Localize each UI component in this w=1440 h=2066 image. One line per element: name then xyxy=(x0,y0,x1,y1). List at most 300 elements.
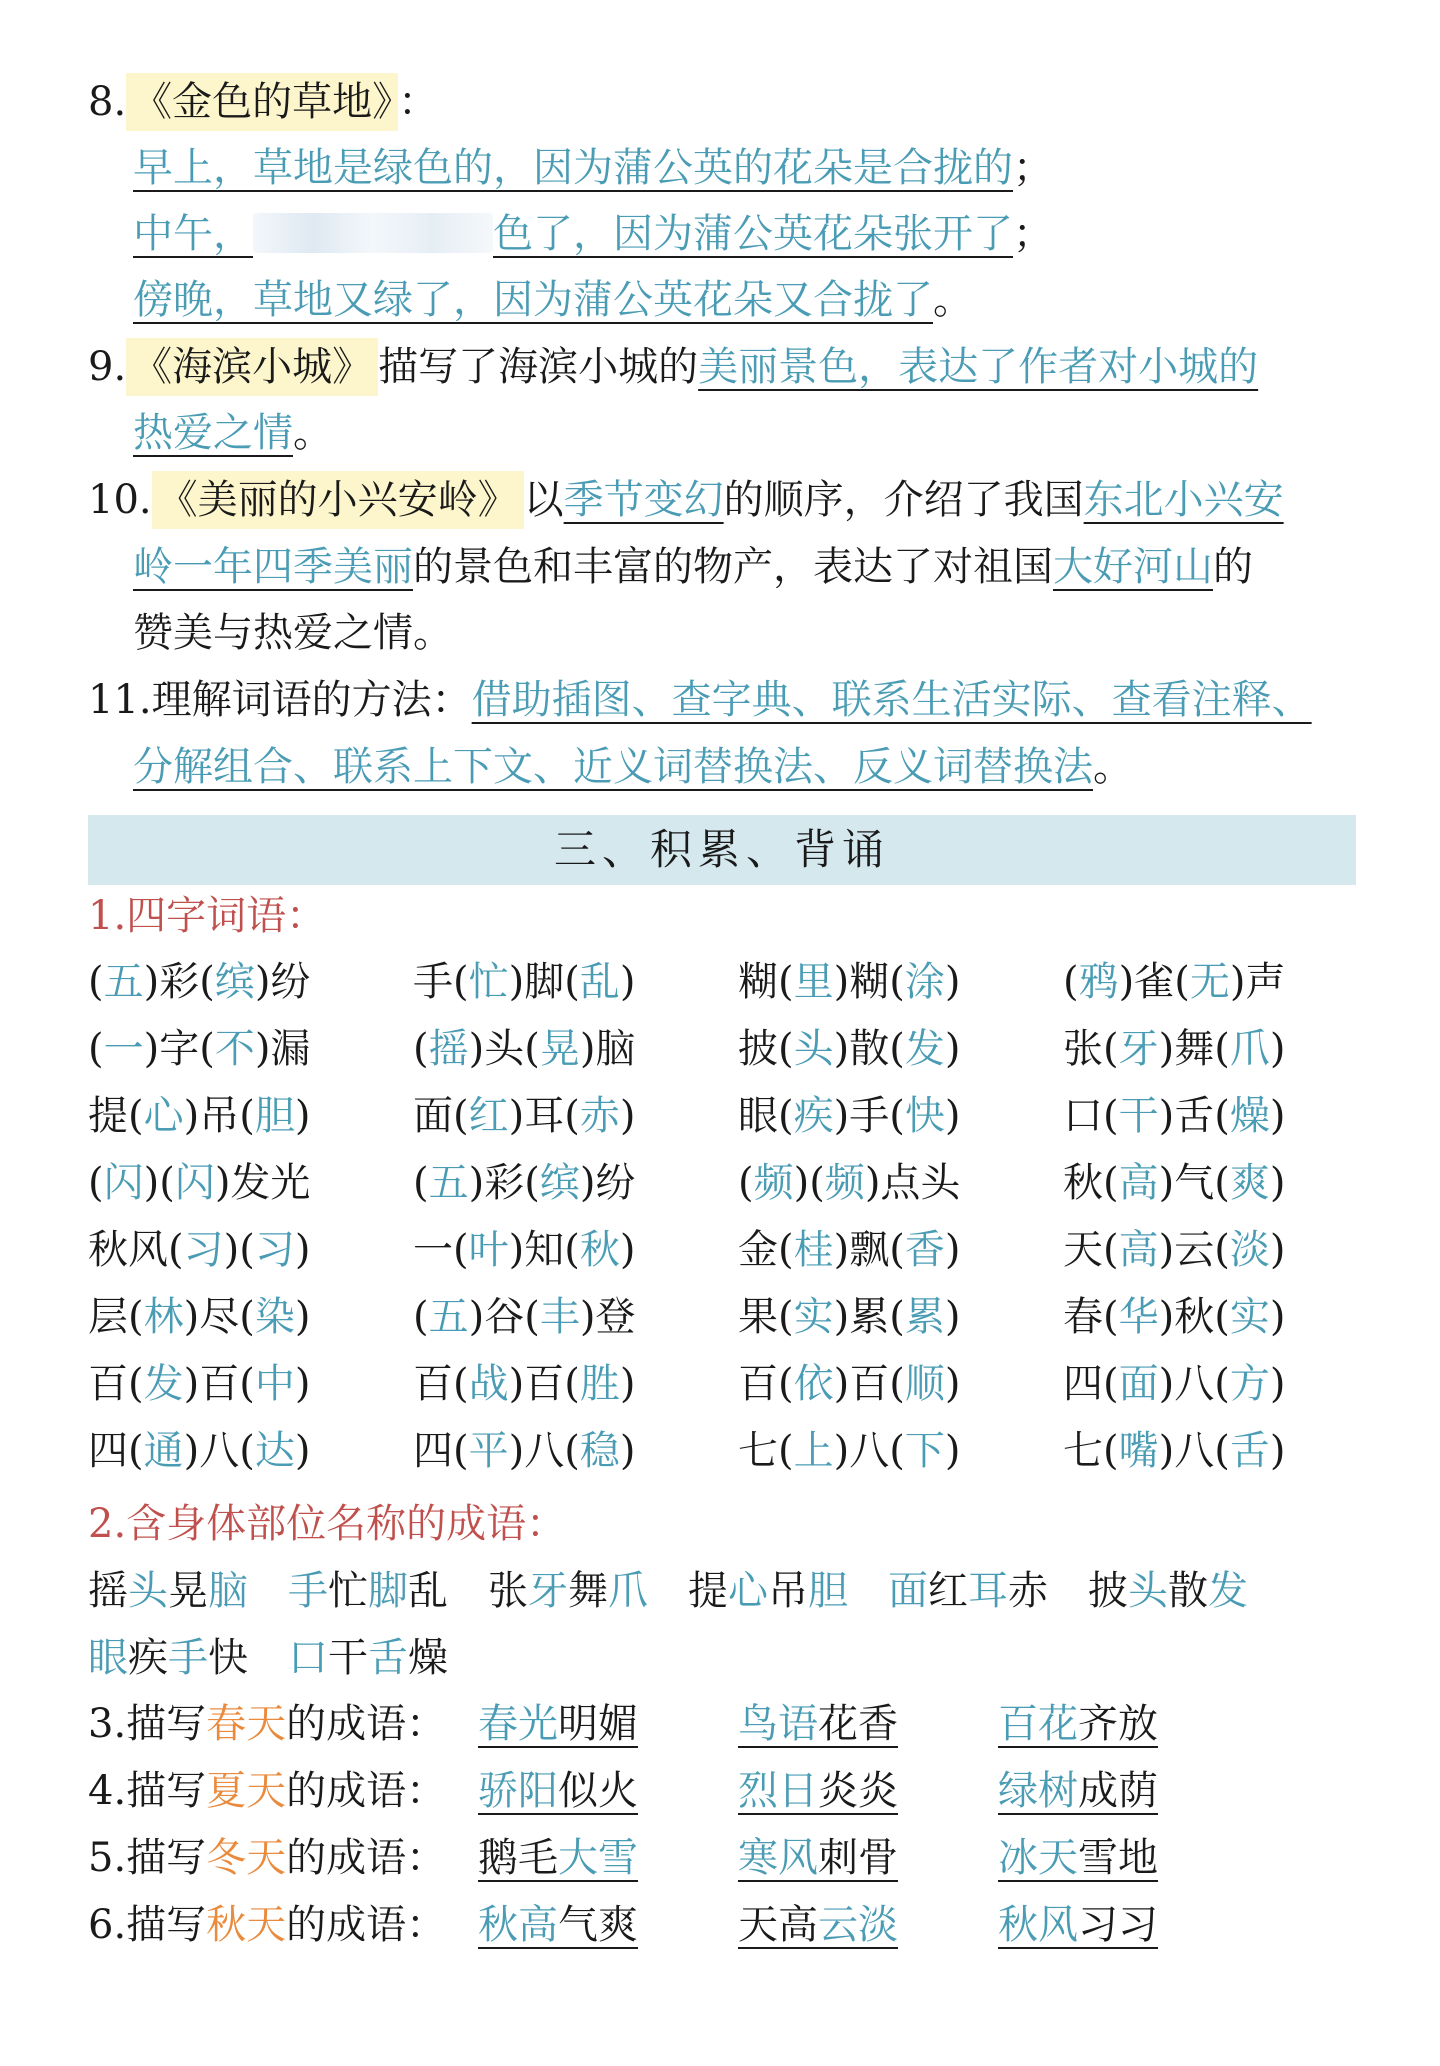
answer-text: 大好河山 xyxy=(1053,544,1213,590)
answer-char: 上 xyxy=(793,1428,834,1474)
item-number: 4. xyxy=(88,1768,127,1814)
season-idiom xyxy=(998,1832,1158,1884)
answer-char: 高 xyxy=(1118,1160,1159,1206)
idiom-cell xyxy=(88,1021,310,1077)
body-text: 的成语： xyxy=(286,1835,447,1881)
season-idiom xyxy=(478,1832,638,1884)
fixed-char: 百( xyxy=(88,1361,144,1407)
fixed-char: ) xyxy=(294,1294,311,1340)
answer-char: 春光 xyxy=(478,1701,558,1747)
fixed-char: 气爽 xyxy=(558,1902,638,1948)
fixed-char: )彩( xyxy=(468,1160,540,1206)
answer-char: 脑 xyxy=(208,1568,248,1614)
fixed-char: )字( xyxy=(143,1026,215,1072)
answer-char: 五 xyxy=(428,1160,469,1206)
item-number: 6. xyxy=(88,1902,127,1948)
fixed-char: 晃 xyxy=(168,1568,208,1614)
fixed-char: )头( xyxy=(468,1026,540,1072)
body-idiom xyxy=(88,1635,248,1681)
season-idiom xyxy=(738,1698,898,1750)
fixed-char: 乱 xyxy=(408,1568,448,1614)
fixed-char: 明媚 xyxy=(558,1701,638,1747)
fixed-char: ) xyxy=(944,1361,961,1407)
item-title: 《金色的草地》 xyxy=(126,73,398,131)
fixed-char: ) xyxy=(1269,1294,1286,1340)
item-11-line-2 xyxy=(133,741,1133,793)
idiom-cell xyxy=(88,1155,310,1211)
answer-char: 鸦 xyxy=(1078,959,1119,1005)
body-text: 的 xyxy=(1213,544,1253,590)
idiom-cell xyxy=(1063,1021,1285,1077)
idiom-cell xyxy=(1063,1088,1285,1144)
fixed-char: )百( xyxy=(833,1361,905,1407)
fixed-char: )发光 xyxy=(214,1160,311,1206)
blurred-region xyxy=(253,213,493,253)
idiom-cell xyxy=(738,1155,960,1211)
fixed-char: ( xyxy=(1063,959,1079,1005)
answer-char: 下 xyxy=(904,1428,945,1474)
item-number: 3. xyxy=(88,1701,127,1747)
fixed-char: 七( xyxy=(1063,1428,1119,1474)
answer-char: 顺 xyxy=(904,1361,945,1407)
answer-char: 摇 xyxy=(428,1026,469,1072)
idiom-row xyxy=(88,1289,1388,1345)
fixed-char: )知( xyxy=(508,1227,580,1273)
answer-char: 闪 xyxy=(103,1160,144,1206)
fixed-char: 炎炎 xyxy=(818,1768,898,1814)
fixed-char: )糊( xyxy=(833,959,905,1005)
fixed-char: 干 xyxy=(328,1635,368,1681)
answer-char: 里 xyxy=(793,959,834,1005)
season-idiom xyxy=(478,1765,638,1817)
item-number: 5. xyxy=(88,1835,127,1881)
answer-char: 乱 xyxy=(579,959,620,1005)
body-text: 的景色和丰富的物产，表达了对祖国 xyxy=(413,544,1053,590)
fixed-char: 张 xyxy=(488,1568,528,1614)
fixed-char: )飘( xyxy=(833,1227,905,1273)
body-idiom xyxy=(688,1568,848,1614)
answer-text: 岭一年四季美丽 xyxy=(133,544,413,590)
answer-part: 色了，因为蒲公英花朵张开了 xyxy=(493,211,1013,257)
season-idiom xyxy=(478,1899,638,1951)
item-number: 11. xyxy=(88,677,152,723)
answer-char: 胆 xyxy=(254,1093,295,1139)
answer-text: 季节变幻 xyxy=(563,477,724,523)
fixed-char: )气( xyxy=(1158,1160,1230,1206)
fixed-char: )脑 xyxy=(579,1026,636,1072)
season-line xyxy=(88,1832,446,1884)
answer-char: 染 xyxy=(254,1294,295,1340)
idiom-cell xyxy=(88,1356,310,1412)
answer-char: 一 xyxy=(103,1026,144,1072)
answer-char: 高 xyxy=(1118,1227,1159,1273)
item-title: 《海滨小城》 xyxy=(126,338,378,396)
fixed-char: 提( xyxy=(88,1093,144,1139)
fixed-char: )漏 xyxy=(254,1026,311,1072)
idiom-cell xyxy=(413,1021,635,1077)
body-idioms-row-2 xyxy=(88,1632,488,1684)
fixed-char: ) xyxy=(294,1093,311,1139)
answer-char: 干 xyxy=(1118,1093,1159,1139)
season-idiom xyxy=(478,1698,638,1750)
item-title: 《美丽的小兴安岭》 xyxy=(152,471,524,529)
idiom-cell xyxy=(88,954,310,1010)
body-text: 的成语： xyxy=(286,1701,447,1747)
answer-text: 热爱之情 xyxy=(133,410,293,456)
fixed-char: ) xyxy=(1269,1093,1286,1139)
fixed-char: 面( xyxy=(413,1093,469,1139)
answer-char: 秋风 xyxy=(998,1902,1078,1948)
fixed-char: )( xyxy=(143,1160,175,1206)
fixed-char: ( xyxy=(738,1160,754,1206)
body-text: 的成语： xyxy=(286,1768,447,1814)
answer-char: 平 xyxy=(468,1428,509,1474)
punct: ； xyxy=(1013,145,1053,191)
answer-char: 口 xyxy=(288,1635,328,1681)
fixed-char: ) xyxy=(1269,1160,1286,1206)
idiom-row xyxy=(88,1222,1388,1278)
fixed-char: 春( xyxy=(1063,1294,1119,1340)
fixed-char: )登 xyxy=(579,1294,636,1340)
answer-char: 习 xyxy=(254,1227,295,1273)
fixed-char: 吊 xyxy=(768,1568,808,1614)
answer-char: 云淡 xyxy=(818,1902,898,1948)
answer-char: 爪 xyxy=(1229,1026,1270,1072)
item-9-line-1 xyxy=(88,341,1258,393)
idiom-cell xyxy=(88,1423,310,1479)
fixed-char: 花香 xyxy=(818,1701,898,1747)
answer-char: 耳 xyxy=(968,1568,1008,1614)
answer-char: 华 xyxy=(1118,1294,1159,1340)
answer-char: 频 xyxy=(753,1160,794,1206)
answer-char: 烈日 xyxy=(738,1768,818,1814)
idiom-cell xyxy=(1063,1356,1285,1412)
fixed-char: ) xyxy=(1269,1361,1286,1407)
body-text: 描写 xyxy=(126,1701,207,1747)
body-idiom xyxy=(288,1635,448,1681)
body-text: 赞美与热爱之情。 xyxy=(133,610,453,656)
fixed-char: )手( xyxy=(833,1093,905,1139)
fixed-char: )( xyxy=(793,1160,825,1206)
answer-text: 傍晚，草地又绿了，因为蒲公英花朵又合拢了 xyxy=(133,277,933,323)
body-text: 以 xyxy=(523,477,564,523)
season-name: 冬天 xyxy=(206,1835,287,1881)
fixed-char: )舌( xyxy=(1158,1093,1230,1139)
fixed-char: )脚( xyxy=(508,959,580,1005)
fixed-char: ) xyxy=(619,1093,636,1139)
idiom-cell xyxy=(1063,1155,1285,1211)
fixed-char: 刺骨 xyxy=(818,1835,898,1881)
fixed-char: ( xyxy=(88,1160,104,1206)
fixed-char: ) xyxy=(944,1093,961,1139)
item-9-line-2 xyxy=(133,407,333,459)
answer-char: 手 xyxy=(288,1568,328,1614)
answer-char: 稳 xyxy=(579,1428,620,1474)
answer-char: 眼 xyxy=(88,1635,128,1681)
fixed-char: )彩( xyxy=(143,959,215,1005)
answer-char: 习 xyxy=(183,1227,224,1273)
answer-char: 百花 xyxy=(998,1701,1078,1747)
fixed-char: 天( xyxy=(1063,1227,1119,1273)
fixed-char: 披 xyxy=(1088,1568,1128,1614)
idiom-row xyxy=(88,1356,1388,1412)
idiom-cell xyxy=(738,1088,960,1144)
sub-heading-four-char: 1.四字词语： xyxy=(88,893,327,939)
fixed-char: ( xyxy=(413,1160,429,1206)
idiom-cell xyxy=(413,1155,635,1211)
answer-char: 频 xyxy=(824,1160,865,1206)
fixed-char: 秋风( xyxy=(88,1227,184,1273)
answer-char: 舌 xyxy=(1229,1428,1270,1474)
answer-char: 鸟语 xyxy=(738,1701,818,1747)
fixed-char: 张( xyxy=(1063,1026,1119,1072)
fixed-char: ( xyxy=(88,959,104,1005)
answer-text xyxy=(133,211,1013,257)
answer-char: 手 xyxy=(168,1635,208,1681)
fixed-char: )声 xyxy=(1229,959,1286,1005)
answer-char: 闪 xyxy=(174,1160,215,1206)
fixed-char: ( xyxy=(413,1294,429,1340)
answer-char: 晃 xyxy=(539,1026,580,1072)
fixed-char: )百( xyxy=(508,1361,580,1407)
answer-char: 实 xyxy=(1229,1294,1270,1340)
fixed-char: ) xyxy=(1269,1026,1286,1072)
answer-char: 嘴 xyxy=(1118,1428,1159,1474)
item-11-line-1 xyxy=(88,674,1312,726)
answer-char: 快 xyxy=(904,1093,945,1139)
fixed-char: 天高 xyxy=(738,1902,818,1948)
idiom-cell xyxy=(88,1088,310,1144)
answer-text: 借助插图、查字典、联系生活实际、查看注释、 xyxy=(471,677,1312,723)
fixed-char: 金( xyxy=(738,1227,794,1273)
fixed-char: 提 xyxy=(688,1568,728,1614)
season-line xyxy=(88,1765,446,1817)
answer-char: 实 xyxy=(793,1294,834,1340)
answer-char: 红 xyxy=(468,1093,509,1139)
item-10-line-3 xyxy=(133,607,453,659)
fixed-char: 秋( xyxy=(1063,1160,1119,1206)
fixed-char: ) xyxy=(294,1361,311,1407)
season-idiom xyxy=(738,1832,898,1884)
answer-char: 五 xyxy=(103,959,144,1005)
answer-char: 舌 xyxy=(368,1635,408,1681)
answer-char: 无 xyxy=(1189,959,1230,1005)
fixed-char: 眼( xyxy=(738,1093,794,1139)
answer-char: 疾 xyxy=(793,1093,834,1139)
punct: 。 xyxy=(1093,744,1133,790)
fixed-char: ( xyxy=(413,1026,429,1072)
fixed-char: ) xyxy=(619,1428,636,1474)
item-10-line-1 xyxy=(88,474,1284,526)
fixed-char: ( xyxy=(88,1026,104,1072)
idiom-cell xyxy=(1063,1423,1285,1479)
fixed-char: )散( xyxy=(833,1026,905,1072)
answer-char: 发 xyxy=(143,1361,184,1407)
answer-char: 面 xyxy=(1118,1361,1159,1407)
answer-text: 美丽景色，表达了作者对小城的 xyxy=(698,344,1259,390)
answer-part: 中午， xyxy=(133,211,253,257)
fixed-char: ) xyxy=(944,959,961,1005)
body-text: 描写 xyxy=(126,1902,207,1948)
fixed-char: 四( xyxy=(1063,1361,1119,1407)
fixed-char: )舞( xyxy=(1158,1026,1230,1072)
fixed-char: )八( xyxy=(1158,1361,1230,1407)
idiom-cell xyxy=(413,1356,635,1412)
fixed-char: 七( xyxy=(738,1428,794,1474)
fixed-char: ) xyxy=(1269,1227,1286,1273)
fixed-char: 手( xyxy=(413,959,469,1005)
fixed-char: )八( xyxy=(1158,1428,1230,1474)
punct: 。 xyxy=(933,277,973,323)
fixed-char: )纷 xyxy=(254,959,311,1005)
body-text: 描写了海滨小城的 xyxy=(378,344,699,390)
answer-char: 涂 xyxy=(904,959,945,1005)
fixed-char: 赤 xyxy=(1008,1568,1048,1614)
fixed-char: 口( xyxy=(1063,1093,1119,1139)
season-idiom xyxy=(998,1698,1158,1750)
answer-char: 叶 xyxy=(468,1227,509,1273)
fixed-char: )秋( xyxy=(1158,1294,1230,1340)
idiom-row xyxy=(88,1155,1388,1211)
item-10-line-2 xyxy=(133,541,1253,593)
item-number: 9. xyxy=(88,344,127,390)
answer-text: 东北小兴安 xyxy=(1083,477,1284,523)
body-idiom xyxy=(1088,1568,1248,1614)
idiom-cell xyxy=(738,1222,960,1278)
body-text: 的顺序，介绍了我国 xyxy=(723,477,1084,523)
punct: ； xyxy=(1013,211,1053,257)
idiom-row xyxy=(88,1423,1388,1479)
body-idiom xyxy=(488,1568,648,1614)
fixed-char: 一( xyxy=(413,1227,469,1273)
colon: ： xyxy=(398,79,439,125)
idiom-row xyxy=(88,1021,1388,1077)
fixed-char: )( xyxy=(223,1227,255,1273)
idiom-cell xyxy=(413,954,635,1010)
section-title: 三、积累、背诵 xyxy=(88,815,1356,885)
fixed-char: 层( xyxy=(88,1294,144,1340)
answer-char: 林 xyxy=(143,1294,184,1340)
idiom-cell xyxy=(738,1423,960,1479)
fixed-char: 习习 xyxy=(1078,1902,1158,1948)
fixed-char: )云( xyxy=(1158,1227,1230,1273)
body-text: 的成语： xyxy=(286,1902,447,1948)
answer-char: 忙 xyxy=(468,959,509,1005)
answer-char: 胜 xyxy=(579,1361,620,1407)
season-idiom xyxy=(738,1899,898,1951)
season-name: 夏天 xyxy=(206,1768,287,1814)
idiom-cell xyxy=(738,1356,960,1412)
answer-char: 头 xyxy=(1128,1568,1168,1614)
body-idiom xyxy=(288,1568,448,1614)
sub-heading-body-idioms: 2.含身体部位名称的成语： xyxy=(88,1501,567,1547)
item-8-line-2 xyxy=(133,208,1053,260)
fixed-char: 成荫 xyxy=(1078,1768,1158,1814)
answer-char: 发 xyxy=(904,1026,945,1072)
answer-char: 牙 xyxy=(1118,1026,1159,1072)
answer-char: 通 xyxy=(143,1428,184,1474)
fixed-char: ) xyxy=(1269,1428,1286,1474)
answer-char: 中 xyxy=(254,1361,295,1407)
answer-char: 秋 xyxy=(579,1227,620,1273)
answer-char: 秋高 xyxy=(478,1902,558,1948)
answer-char: 累 xyxy=(904,1294,945,1340)
idiom-cell xyxy=(413,1289,635,1345)
idiom-cell xyxy=(1063,954,1285,1010)
answer-char: 牙 xyxy=(528,1568,568,1614)
fixed-char: )八( xyxy=(183,1428,255,1474)
body-text: 描写 xyxy=(126,1768,207,1814)
fixed-char: )八( xyxy=(508,1428,580,1474)
fixed-char: 鹅毛 xyxy=(478,1835,558,1881)
season-idiom xyxy=(998,1899,1158,1951)
answer-char: 心 xyxy=(143,1093,184,1139)
idiom-cell xyxy=(88,1222,310,1278)
fixed-char: 燥 xyxy=(408,1635,448,1681)
idiom-cell xyxy=(413,1088,635,1144)
fixed-char: ) xyxy=(619,1227,636,1273)
fixed-char: )百( xyxy=(183,1361,255,1407)
fixed-char: ) xyxy=(619,959,636,1005)
answer-char: 依 xyxy=(793,1361,834,1407)
idiom-cell xyxy=(1063,1289,1285,1345)
season-idiom xyxy=(738,1765,898,1817)
answer-char: 达 xyxy=(254,1428,295,1474)
answer-char: 爽 xyxy=(1229,1160,1270,1206)
fixed-char: )点头 xyxy=(864,1160,961,1206)
idiom-cell xyxy=(1063,1222,1285,1278)
fixed-char: 四( xyxy=(413,1428,469,1474)
fixed-char: 披( xyxy=(738,1026,794,1072)
fixed-char: ) xyxy=(944,1227,961,1273)
fixed-char: 百( xyxy=(413,1361,469,1407)
answer-char: 不 xyxy=(214,1026,255,1072)
answer-char: 缤 xyxy=(214,959,255,1005)
idiom-row xyxy=(88,1088,1388,1144)
item-8-line-3 xyxy=(133,274,973,326)
fixed-char: )谷( xyxy=(468,1294,540,1340)
fixed-char: )吊( xyxy=(183,1093,255,1139)
answer-char: 赤 xyxy=(579,1093,620,1139)
fixed-char: 似火 xyxy=(558,1768,638,1814)
fixed-char: 舞 xyxy=(568,1568,608,1614)
answer-text: 早上，草地是绿色的，因为蒲公英的花朵是合拢的 xyxy=(133,145,1013,191)
body-text: 描写 xyxy=(126,1835,207,1881)
answer-char: 战 xyxy=(468,1361,509,1407)
fixed-char: 摇 xyxy=(88,1568,128,1614)
idiom-cell xyxy=(738,1021,960,1077)
answer-text: 分解组合、联系上下文、近义词替换法、反义词替换法 xyxy=(133,744,1093,790)
fixed-char: ) xyxy=(944,1026,961,1072)
answer-char: 淡 xyxy=(1229,1227,1270,1273)
punct: 。 xyxy=(293,410,333,456)
answer-char: 发 xyxy=(1208,1568,1248,1614)
fixed-char: ) xyxy=(944,1428,961,1474)
answer-char: 方 xyxy=(1229,1361,1270,1407)
fixed-char: 红 xyxy=(928,1568,968,1614)
fixed-char: )耳( xyxy=(508,1093,580,1139)
fixed-char: ) xyxy=(294,1428,311,1474)
answer-char: 胆 xyxy=(808,1568,848,1614)
idiom-cell xyxy=(738,954,960,1010)
fixed-char: 快 xyxy=(208,1635,248,1681)
fixed-char: 散 xyxy=(1168,1568,1208,1614)
fixed-char: 糊( xyxy=(738,959,794,1005)
item-number: 8. xyxy=(88,79,127,125)
answer-char: 丰 xyxy=(539,1294,580,1340)
fixed-char: 果( xyxy=(738,1294,794,1340)
fixed-char: 疾 xyxy=(128,1635,168,1681)
